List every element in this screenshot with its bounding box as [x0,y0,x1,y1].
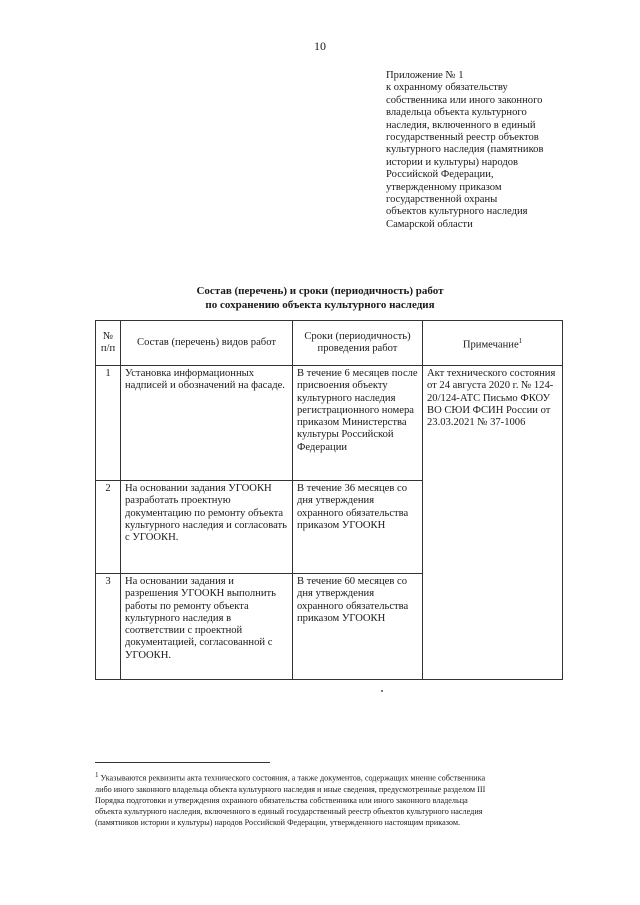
row-number: 3 [96,574,121,680]
footnote-ref: 1 [518,336,523,345]
row-terms: В течение 36 месяцев со дня утверждения охранного обязательства приказом УГООКН [293,481,423,574]
footnote-line: (памятников истории и культуры) народов Российской Федерации, утвержденного настоящим приказом. [95,817,461,827]
row-number: 1 [96,366,121,481]
header-note [423,321,563,366]
footnote-line: объекта культурного наследия, включенного в единый государственный реестр объектов культурного наследия [95,806,483,816]
appendix-line: культурного наследия (памятников [386,144,544,156]
appendix-line: наследия, включенного в единый [386,119,536,131]
header-number: № п/п [96,321,121,366]
appendix-block [386,70,586,231]
page-number: 10 [314,39,326,53]
appendix-line: утвержденному приказом [386,181,502,193]
table-row [96,366,563,481]
footnote-line: Порядка подготовки и утверждения охранного обязательства собственника или иного законного владельца [95,795,468,805]
footnote-text: Указываются реквизиты акта технического состояния, а также документов, содержащих мнение собственника [100,773,486,783]
appendix-line: объектов культурного наследия [386,206,528,218]
works-table [95,320,563,680]
row-note: Акт технического состояния от 24 августа 2020 г. № 124-20/124-АТС Письмо ФКОУ ВО СЮИ ФСИН России от 23.03.2021 № 37-1006 [423,366,563,680]
footnote [95,770,563,828]
header-works: Состав (перечень) видов работ [121,321,293,366]
appendix-line: государственный реестр объектов [386,132,539,144]
footnote-line: либо иного законного владельца объекта культурного наследия и иные сведения, предусмотренные разделом III [95,784,486,794]
row-works: На основании задания УГООКН разработать проектную документацию по ремонту объекта культурного наследия и согласовать с УГООКН. [121,481,293,574]
row-works: Установка информационных надписей и обозначений на фасаде. [121,366,293,481]
appendix-line: Самарской области [386,218,473,230]
document-title-line-1: Состав (перечень) и сроки (периодичность) работ [196,285,444,297]
appendix-title: Приложение № 1 [386,70,464,81]
row-terms: В течение 60 месяцев со дня утверждения охранного обязательства приказом УГООКН [293,574,423,680]
appendix-line: государственной охраны [386,194,498,206]
appendix-line: Российской Федерации, [386,169,494,181]
appendix-line: собственника или иного законного [386,94,543,106]
footnote-divider [95,762,270,763]
appendix-line: истории и культуры) народов [386,156,519,168]
table-header-row [96,321,563,366]
document-title [0,284,640,312]
row-works: На основании задания и разрешения УГООКН выполнить работы по ремонту объекта культурного наследия в соответствии с проектной документацией, согласованной с УГООКН. [121,574,293,680]
header-note-label: Примечание [462,339,519,351]
appendix-line: владельца объекта культурного [386,107,527,119]
footnote-mark: 1 [95,771,99,779]
scan-speck [381,690,383,692]
row-terms: В течение 6 месяцев после присвоения объекту культурного наследия регистрационного номера приказом Министерства культуры Российской Федерации [293,366,423,481]
row-number: 2 [96,481,121,574]
appendix-line: к охранному обязательству [386,82,508,94]
document-title-line-2: по сохранению объекта культурного наследия [205,299,435,311]
header-terms: Сроки (периодичность) проведения работ [293,321,423,366]
footnote-line [95,770,563,784]
